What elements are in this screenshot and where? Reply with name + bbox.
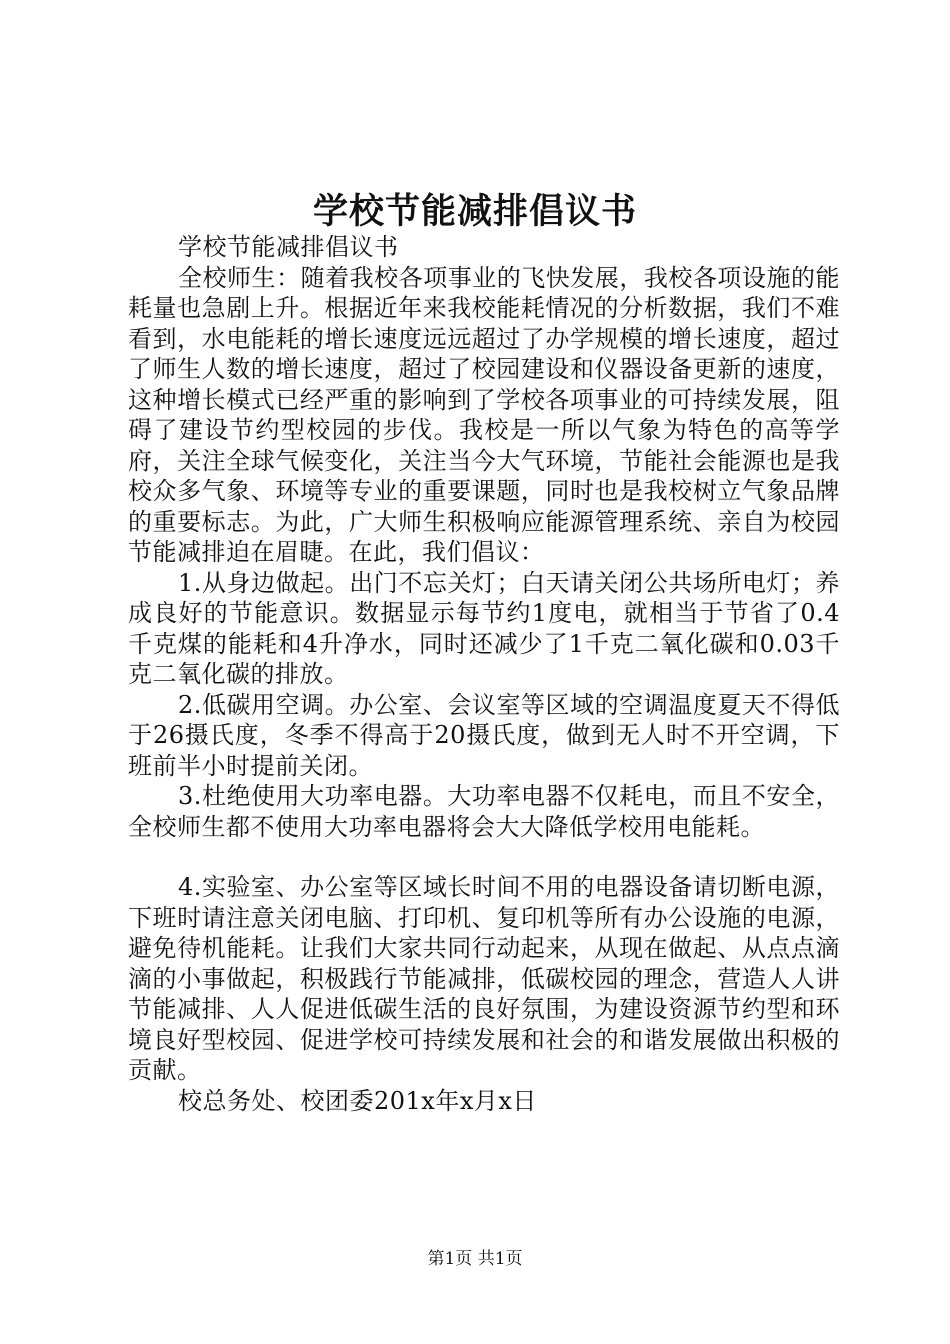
document-title: 学校节能减排倡议书 (312, 191, 637, 232)
proposal-item-1: 1.从身边做起。出门不忘关灯；白天请关闭公共场所电灯；养成良好的节能意识。数据显示每节约1度电，就相当于节省了0.4千克煤的能耗和4升净水，同时还减少了1千克二氧化碳和0.03千克二氧化碳的排放。 (128, 568, 840, 688)
intro-paragraph: 全校师生：随着我校各项事业的飞快发展，我校各项设施的能耗量也急剧上升。根据近年来我校能耗情况的分析数据，我们不难看到，水电能耗的增长速度远远超过了办学规模的增长速度，超过了师生人数的增长速度，超过了校园建设和仪器设备更新的速度，这种增长模式已经严重的影响到了学校各项事业的可持续发展，阻碍了建设节约型校园的步伐。我校是一所以气象为特色的高等学府，关注全球气候变化，关注当今大气环境，节能社会能源也是我校众多气象、环境等专业的重要课题，同时也是我校树立气象品牌的重要标志。为此，广大师生积极响应能源管理系统、亲自为校园节能减排迫在眉睫。在此，我们倡议： (128, 263, 840, 566)
signature-line: 校总务处、校团委201x年x月x日 (178, 1086, 537, 1115)
document-body (128, 232, 840, 1116)
proposal-item-4: 4.实验室、办公室等区域长时间不用的电器设备请切断电源，下班时请注意关闭电脑、打印机、复印机等所有办公设施的电源，避免待机能耗。让我们大家共同行动起来，从现在做起、从点点滴滴的小事做起，积极践行节能减排，低碳校园的理念，营造人人讲节能减排、人人促进低碳生活的良好氛围，为建设资源节约型和环境良好型校园、促进学校可持续发展和社会的和谐发展做出积极的贡献。 (128, 873, 840, 1084)
proposal-item-2: 2.低碳用空调。办公室、会议室等区域的空调温度夏天不得低于26摄氏度，冬季不得高于20摄氏度，做到无人时不开空调，下班前半小时提前关闭。 (128, 690, 840, 780)
page-number-footer: 第1页 共1页 (427, 1249, 523, 1269)
proposal-item-3: 3.杜绝使用大功率电器。大功率电器不仅耗电，而且不安全，全校师生都不使用大功率电器将会大大降低学校用电能耗。 (128, 782, 840, 841)
subtitle-paragraph: 学校节能减排倡议书 (178, 233, 399, 261)
